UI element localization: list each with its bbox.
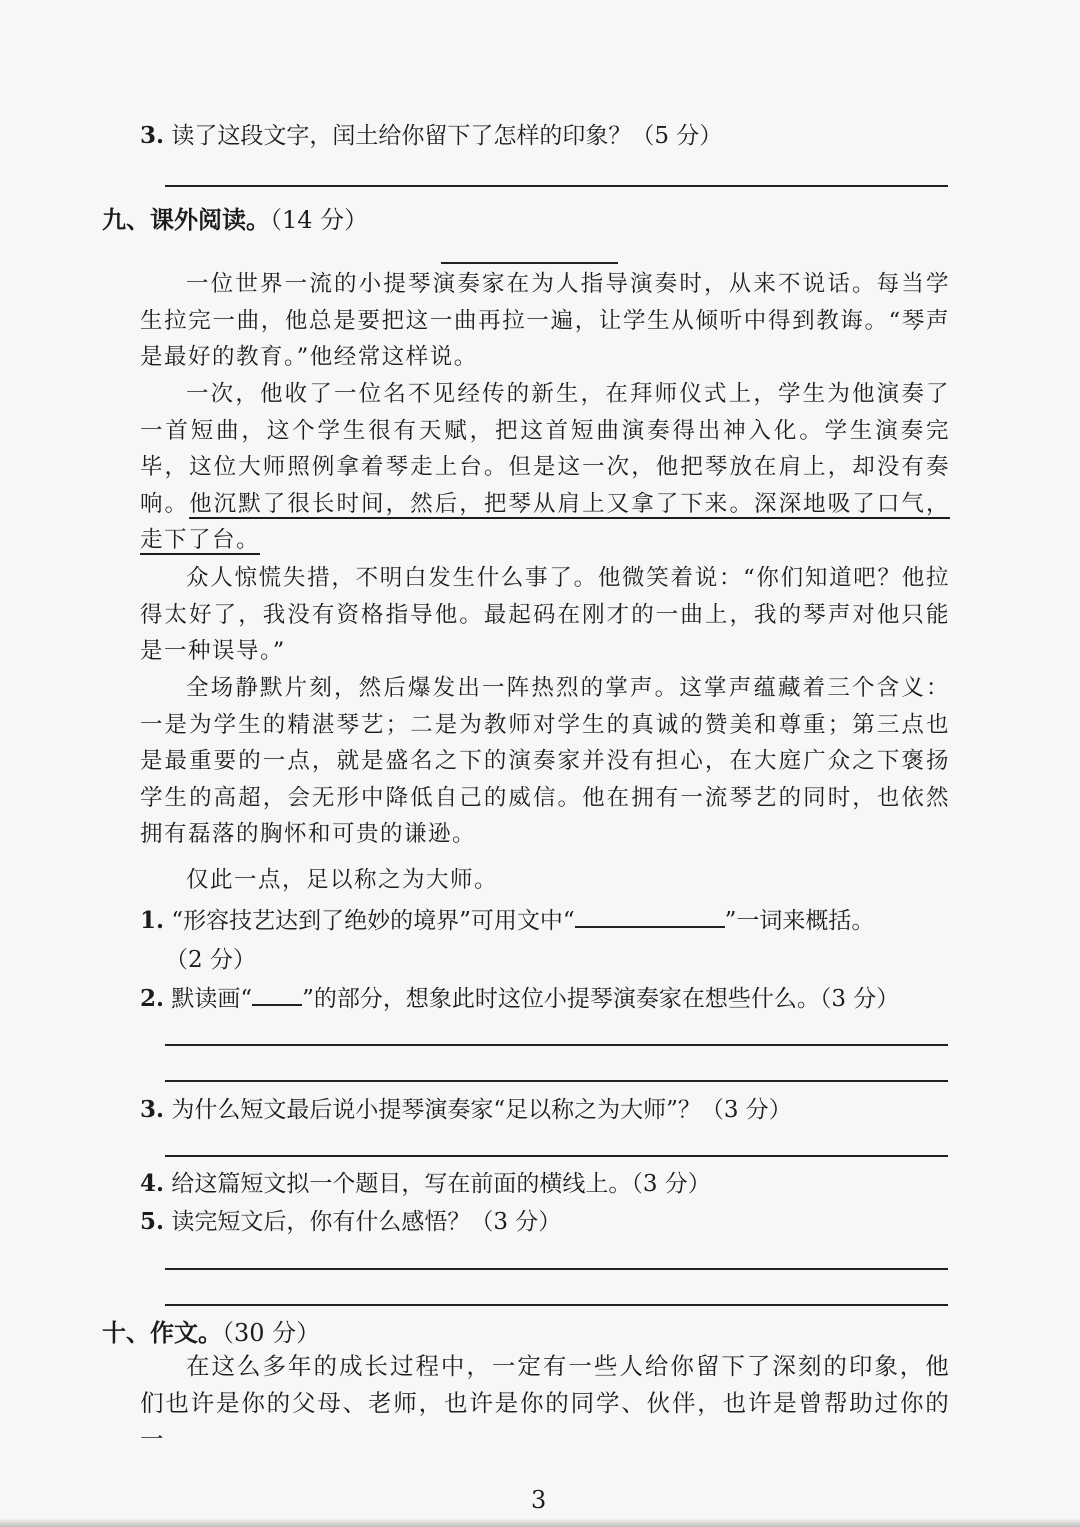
s9-q3-text: 为什么短文最后说小提琴演奏家“足以称之为大师”？（3 分）	[171, 1097, 792, 1123]
s9-q1-blank[interactable]	[575, 908, 725, 928]
s9-q2-text-after: ”的部分，想象此时这位小提琴演奏家在想些什么。（3 分）	[302, 986, 900, 1012]
s9-q5-text: 读完短文后，你有什么感悟？（3 分）	[171, 1209, 562, 1235]
page-number: 3	[531, 1486, 547, 1514]
s8-q3-text: 读了这段文字，闰土给你留下了怎样的印象？（5 分）	[171, 123, 723, 149]
section10-heading	[102, 1313, 320, 1348]
passage-paragraph-2	[140, 376, 950, 559]
scan-edge	[0, 1518, 1080, 1527]
s9-question-5	[140, 1203, 561, 1236]
s9-question-4	[140, 1165, 711, 1198]
s9-q3-answer-line[interactable]	[165, 1155, 948, 1157]
s9-q2-answer-line-1[interactable]	[165, 1044, 948, 1046]
s9-q1-text-after: ”一词来概括。	[724, 908, 875, 934]
s9-q5-answer-line-2[interactable]	[165, 1304, 948, 1306]
s9-question-2	[140, 980, 899, 1013]
s8-q3-number: 3.	[140, 122, 165, 149]
s9-q5-answer-line-1[interactable]	[165, 1268, 948, 1270]
s9-q2-text-before: 默读画“	[171, 986, 253, 1012]
passage-paragraph-3: 众人惊慌失措，不明白发生什么事了。他微笑着说：“你们知道吧？他拉得太好了，我没有资格指导他。最起码在刚才的一曲上，我的琴声对他只能是一种误导。”	[140, 565, 950, 665]
passage-title-blank[interactable]	[441, 262, 618, 264]
s9-question-3	[140, 1091, 792, 1124]
section9-score: （14 分）	[270, 206, 369, 234]
section9-title: 九、课外阅读。	[102, 205, 270, 234]
s9-q1-score: （2 分）	[165, 947, 256, 973]
s9-q2-answer-line-2[interactable]	[165, 1080, 948, 1082]
s9-question-1	[140, 902, 874, 935]
section9-heading	[102, 200, 368, 235]
section10-score: （30 分）	[222, 1319, 321, 1347]
s9-q4-number: 4.	[140, 1170, 165, 1197]
s8-question-3	[140, 117, 722, 150]
passage-paragraph-1: 一位世界一流的小提琴演奏家在为人指导演奏时，从来不说话。每当学生拉完一曲，他总是要把这一曲再拉一遍，让学生从倾听中得到教诲。“琴声是最好的教育。”他经常这样说。	[140, 271, 950, 371]
s9-q2-underline-sample	[252, 986, 302, 1006]
s9-q2-number: 2.	[140, 985, 165, 1012]
s9-q1-text-before: “形容技艺达到了绝妙的境界”可用文中“	[171, 908, 575, 934]
s9-q3-number: 3.	[140, 1096, 165, 1123]
section10-title: 十、作文。	[102, 1318, 222, 1347]
s9-q4-text: 给这篇短文拟一个题目，写在前面的横线上。（3 分）	[171, 1171, 711, 1197]
passage-paragraph-5: 仅此一点，足以称之为大师。	[186, 867, 499, 893]
passage-paragraph-2-text: 一次，他收了一位名不见经传的新生，在拜师仪式上，学生为他演奏了一首短曲，这个学生很有天赋，把这首短曲演奏得出神入化。学生演奏完毕，这位大师照例拿着琴走上台。但是这一次，他把琴放在肩上，却没有奏响。	[140, 381, 950, 517]
s8-q3-answer-line[interactable]	[165, 185, 948, 187]
passage-paragraph-4: 全场静默片刻，然后爆发出一阵热烈的掌声。这掌声蕴藏着三个含义：一是为学生的精湛琴艺；二是为教师对学生的真诚的赞美和尊重；第三点也是最重要的一点，就是盛名之下的演奏家并没有担心，在大庭广众之下褒扬学生的高超，会无形中降低自己的威信。他在拥有一流琴艺的同时，也依然拥有磊落的胸怀和可贵的谦逊。	[140, 675, 950, 848]
s9-q5-number: 5.	[140, 1208, 165, 1235]
s9-q1-number: 1.	[140, 907, 165, 934]
essay-prompt: 在这么多年的成长过程中，一定有一些人给你留下了深刻的印象，他们也许是你的父母、老师，也许是你的同学、伙伴，也许是曾帮助过你的一	[140, 1352, 950, 1454]
passage-underlined-part: 他沉默了很长时间，然后，把琴从肩上又拿了下来。深深地吸了口气，走下了台。	[140, 490, 950, 554]
